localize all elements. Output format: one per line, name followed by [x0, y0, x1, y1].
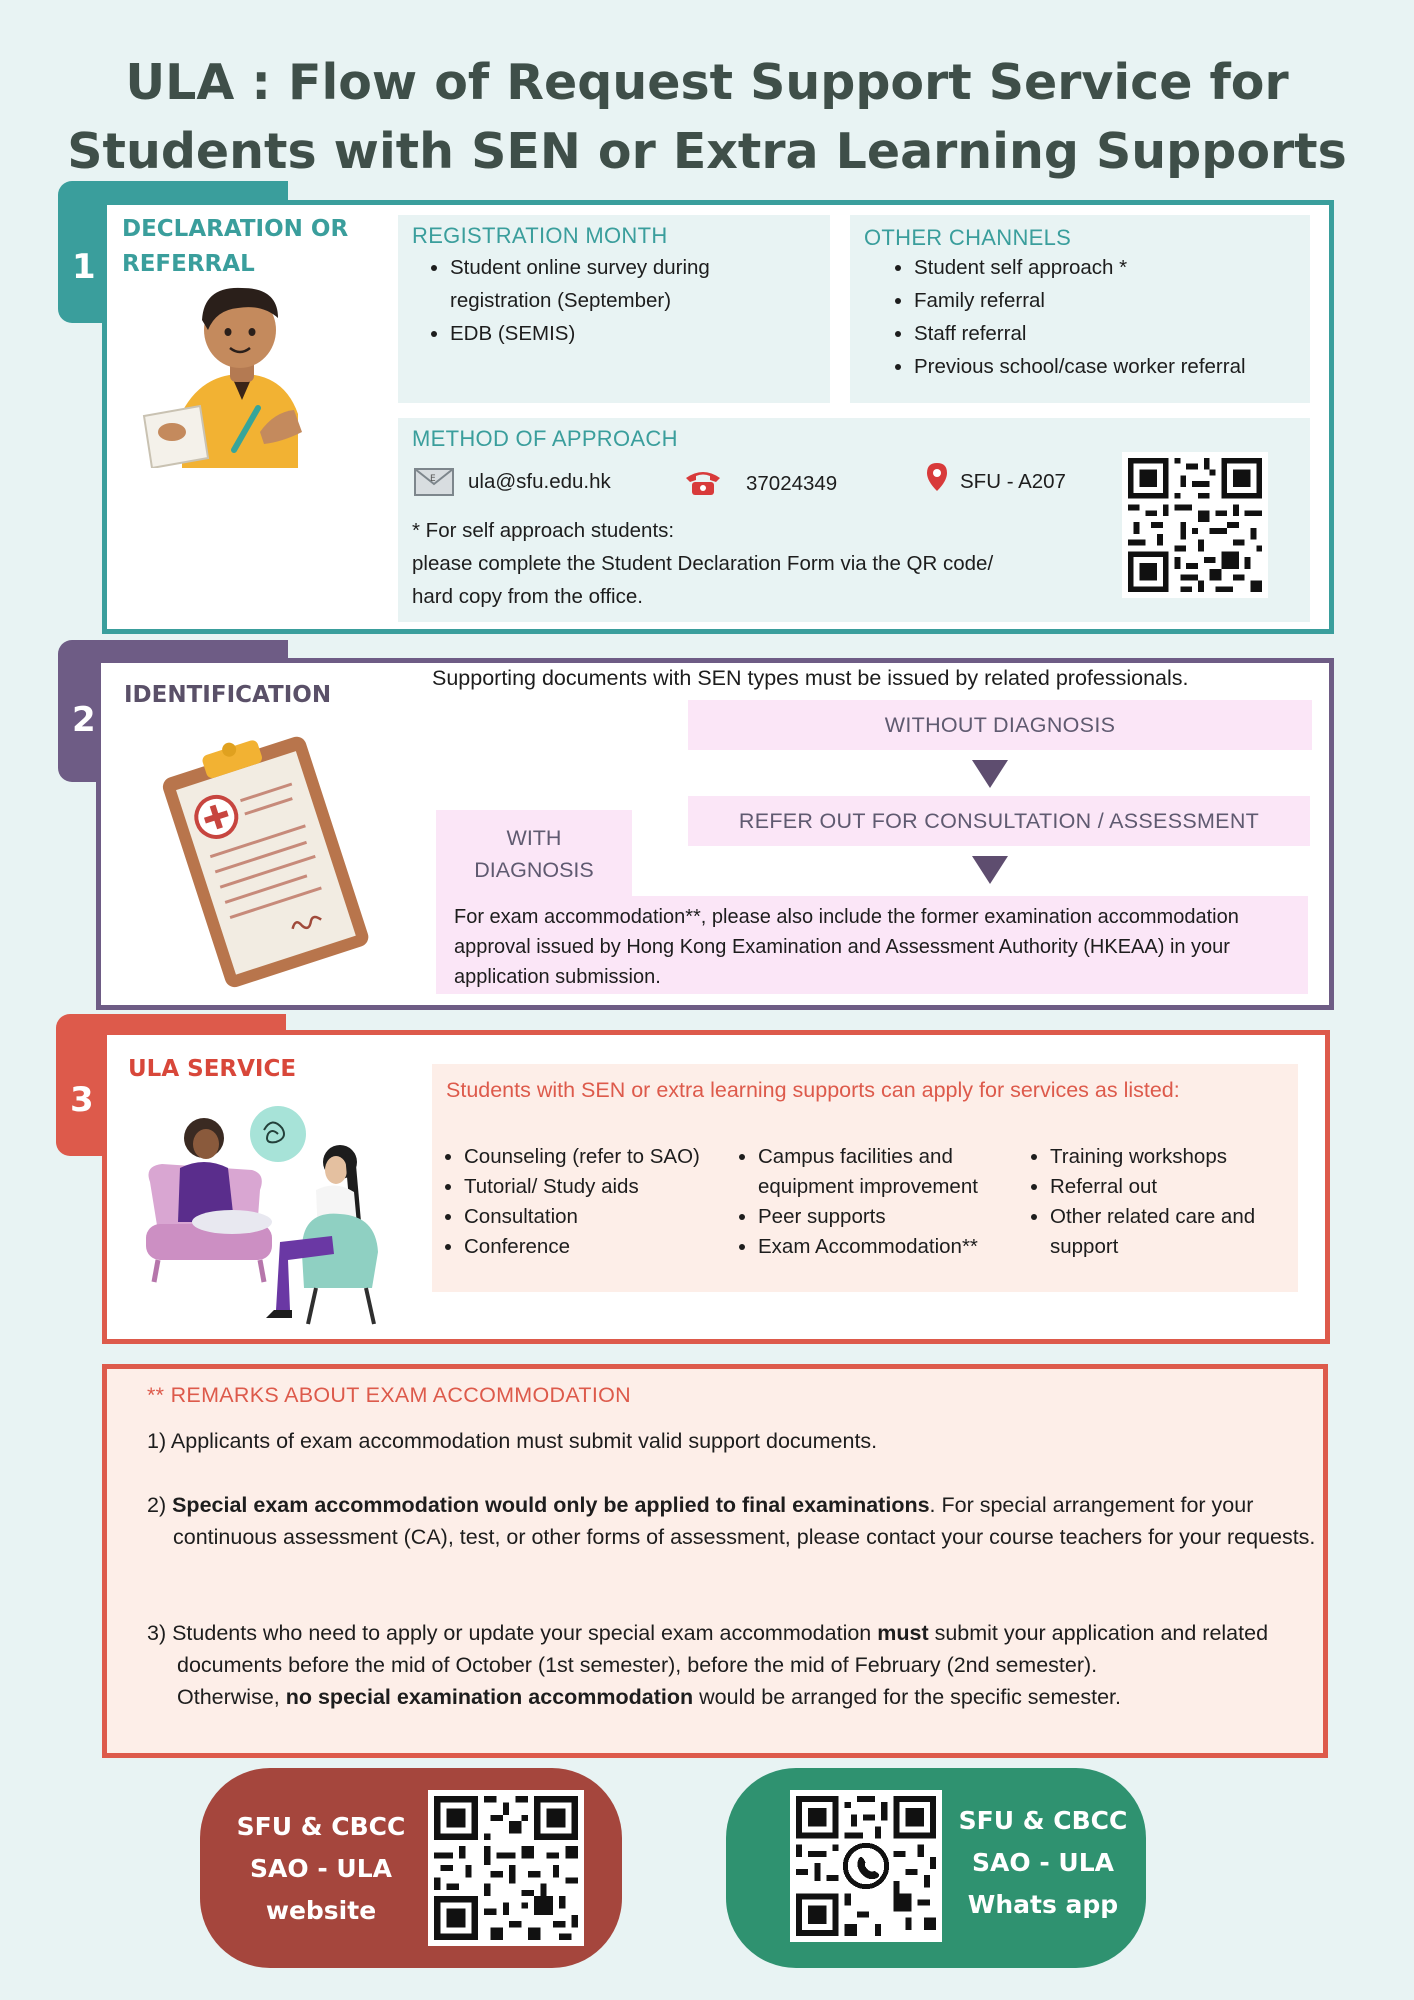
label-line: Whats app [967, 1890, 1119, 1919]
remark-3-text: 3) Students who need to apply or update your special exam accommodation [147, 1621, 878, 1645]
note-line: hard copy from the office. [412, 585, 643, 608]
arrow-down-icon [972, 856, 1008, 884]
refer-out-box [688, 796, 1310, 846]
whatsapp-link-pill[interactable] [726, 1768, 1146, 1968]
list-item: • Counseling (refer to SAO) [464, 1142, 756, 1172]
other-channels-panel [850, 215, 1310, 403]
with-diagnosis-line1: WITH [506, 826, 562, 850]
whatsapp-label [948, 1800, 1138, 1926]
email-address[interactable]: ula@sfu.edu.hk [468, 470, 611, 493]
remark-2-text: . For special arrangement for your continuous assessment (CA), test, or other forms of assessment, please contact your course teachers for your requests. [173, 1493, 1316, 1549]
label-line: SAO - ULA [972, 1848, 1114, 1877]
list-item: • Other related care and support [1050, 1202, 1320, 1262]
services-column-3 [1020, 1142, 1320, 1262]
list-item: • Family referral [914, 284, 1334, 317]
exam-accommodation-remarks [102, 1364, 1328, 1758]
registration-month-panel [398, 215, 830, 403]
note-line: please complete the Student Declaration Form via the QR code/ [412, 552, 994, 575]
remark-3-bold: must [877, 1621, 929, 1645]
office-location: SFU - A207 [960, 470, 1066, 493]
telephone-icon [684, 468, 722, 496]
list-item: • Peer supports [758, 1202, 1028, 1232]
remark-3-bold: no special examination accommodation [285, 1685, 694, 1709]
refer-out-label: REFER OUT FOR CONSULTATION / ASSESSMENT [738, 809, 1260, 833]
without-diagnosis-box [688, 700, 1312, 750]
services-intro: Students with SEN or extra learning supports can apply for services as listed: [446, 1078, 1180, 1102]
arrow-down-icon [972, 760, 1008, 788]
list-item: • Staff referral [914, 317, 1334, 350]
exam-accommodation-note-box [436, 896, 1308, 994]
services-column-2 [728, 1142, 1028, 1262]
exam-accommodation-note: For exam accommodation**, please also include the former examination accommodation approval issued by Hong Kong Examination and Assessment Authority (HKEAA) in your application submission. [454, 906, 1239, 988]
with-diagnosis-box [436, 810, 632, 902]
remark-2 [147, 1489, 1333, 1553]
with-diagnosis-line2: DIAGNOSIS [474, 858, 594, 882]
remark-3-text: submit your application and related documents before the mid of October (1st semester), before the mid of February (2nd semester). [177, 1621, 1269, 1677]
list-item: • Conference [464, 1232, 756, 1262]
phone-number[interactable]: 37024349 [746, 472, 838, 495]
list-item: • EDB (SEMIS) [450, 317, 800, 350]
list-item: • Campus facilities and equipment improvement [758, 1142, 1028, 1202]
note-line: * For self approach students: [412, 519, 675, 542]
declaration-form-qr-code[interactable] [1122, 452, 1268, 598]
section-title-ula-service: ULA SERVICE [128, 1056, 297, 1082]
svg-text:E: E [430, 474, 436, 484]
label-line: website [265, 1896, 377, 1925]
label-line: SFU & CBCC [958, 1806, 1128, 1835]
page-title-line1: ULA : Flow of Request Support Service for [125, 54, 1289, 111]
remark-1: 1) Applicants of exam accommodation must submit valid support documents. [147, 1429, 878, 1453]
page-title-line2: Students with SEN or Extra Learning Supports [67, 123, 1347, 180]
remark-2-number: 2) [147, 1493, 173, 1517]
medical-clipboard-illustration [150, 730, 380, 990]
remark-3-text: Otherwise, [177, 1685, 286, 1709]
counseling-session-illustration [140, 1104, 390, 1326]
remark-2-bold: Special exam accommodation would only be applied to final examinations [172, 1493, 930, 1517]
list-item: • Student online survey during registration (September) [450, 251, 800, 317]
other-channels-heading: OTHER CHANNELS [864, 225, 1072, 250]
website-link-pill[interactable] [200, 1768, 622, 1968]
list-item: • Tutorial/ Study aids [464, 1172, 756, 1202]
map-pin-icon [926, 462, 948, 492]
website-label [226, 1806, 416, 1932]
page-title [0, 48, 1414, 186]
section-title-line2: REFERRAL [122, 251, 255, 277]
list-item: • Previous school/case worker referral [914, 350, 1334, 383]
section-title-line1: DECLARATION OR [122, 216, 349, 242]
services-column-1 [434, 1142, 756, 1262]
remark-3-text: would be arranged for the specific semester. [693, 1685, 1121, 1709]
list-item: • Training workshops [1050, 1142, 1320, 1172]
other-channels-list [884, 251, 1334, 383]
whatsapp-qr-code[interactable] [790, 1790, 942, 1942]
label-line: SAO - ULA [250, 1854, 392, 1883]
list-item: • Referral out [1050, 1172, 1320, 1202]
supporting-documents-intro: Supporting documents with SEN types must be issued by related professionals. [432, 666, 1189, 690]
list-item: • Student self approach * [914, 251, 1334, 284]
method-heading: METHOD OF APPROACH [412, 426, 678, 451]
services-panel [432, 1064, 1298, 1292]
remark-3 [147, 1617, 1357, 1713]
self-approach-note [412, 514, 993, 613]
without-diagnosis-label: WITHOUT DIAGNOSIS [884, 713, 1116, 737]
step-number: 1 [72, 247, 96, 287]
registration-month-list [420, 251, 800, 350]
step-number: 3 [70, 1080, 94, 1120]
list-item: • Exam Accommodation** [758, 1232, 1028, 1262]
label-line: SFU & CBCC [236, 1812, 406, 1841]
envelope-icon [414, 468, 454, 496]
step-number: 2 [72, 700, 96, 740]
student-writing-illustration [142, 282, 342, 468]
remarks-heading: ** REMARKS ABOUT EXAM ACCOMMODATION [147, 1383, 631, 1407]
registration-month-heading: REGISTRATION MONTH [412, 223, 668, 248]
website-qr-code[interactable] [428, 1790, 584, 1946]
list-item: • Consultation [464, 1202, 756, 1232]
section-title-declaration [122, 212, 348, 282]
section-title-identification: IDENTIFICATION [124, 682, 332, 708]
